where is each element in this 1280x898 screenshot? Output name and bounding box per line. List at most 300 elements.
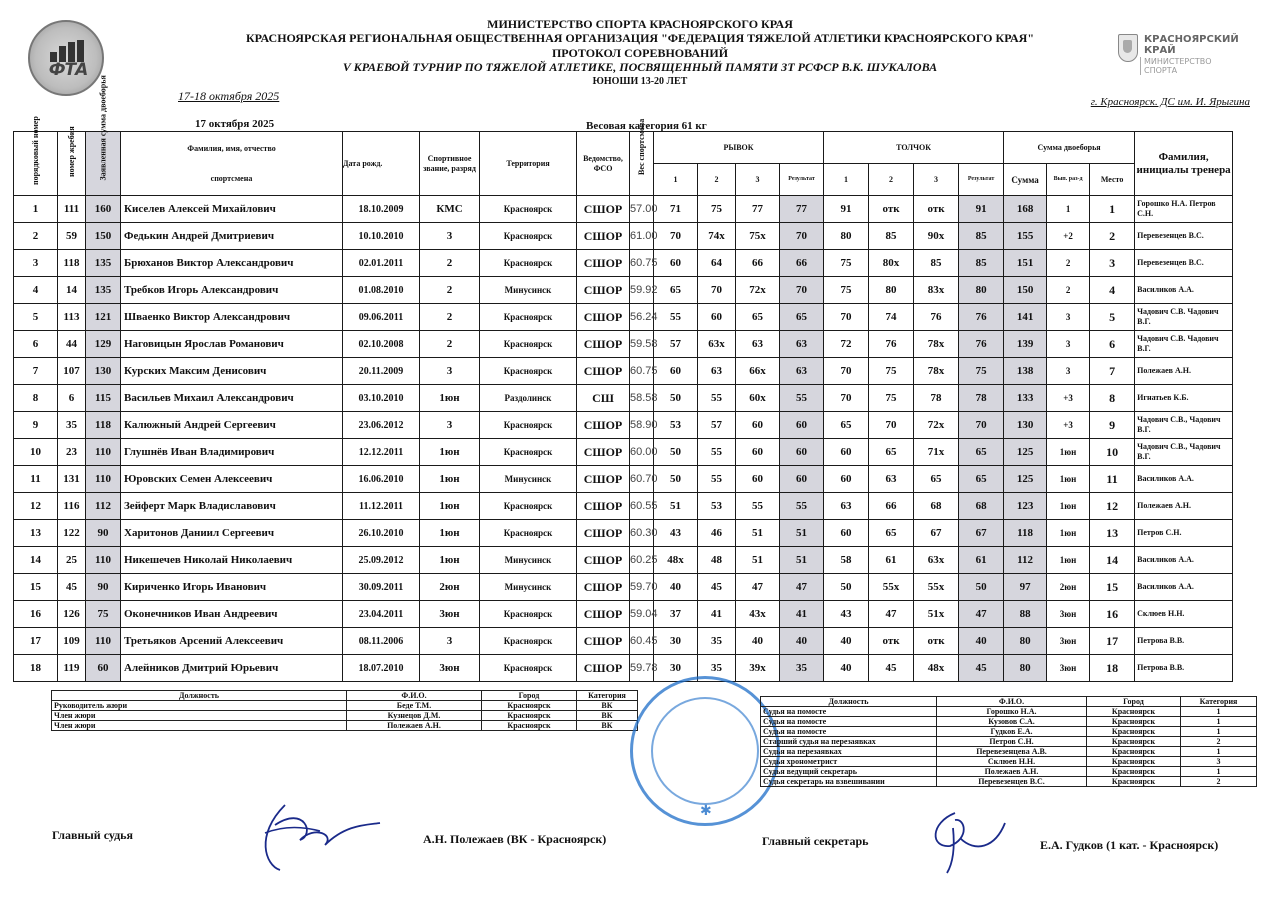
col-total-group: Сумма двоеборья bbox=[1004, 132, 1135, 164]
snatch-attempt-1-cell: 50 bbox=[654, 385, 698, 412]
bodyweight-cell: 60.75 bbox=[630, 358, 654, 385]
cj-attempt-2-cell: 74 bbox=[869, 304, 914, 331]
table-row bbox=[14, 601, 1233, 628]
table-row bbox=[14, 358, 1233, 385]
order-no-cell: 15 bbox=[14, 574, 58, 601]
city-cell: Красноярск bbox=[1087, 727, 1181, 737]
cj-attempt-3-cell: 78х bbox=[914, 331, 959, 358]
declared-total-cell: 110 bbox=[86, 439, 121, 466]
fso-cell: СШОР bbox=[577, 223, 630, 250]
place-cell: 5 bbox=[1090, 304, 1135, 331]
table-row bbox=[761, 707, 1257, 717]
territory-cell: Красноярск bbox=[480, 601, 577, 628]
category-cell: 1 bbox=[1181, 767, 1257, 777]
city-cell: Красноярск bbox=[1087, 747, 1181, 757]
table-row bbox=[761, 737, 1257, 747]
bodyweight-cell: 60.55 bbox=[630, 493, 654, 520]
snatch-result-cell: 63 bbox=[780, 358, 824, 385]
snatch-attempt-2-cell: 35 bbox=[698, 655, 736, 682]
fio-cell: Кузнецов Д.М. bbox=[347, 711, 482, 721]
table-row bbox=[14, 547, 1233, 574]
table-row bbox=[14, 628, 1233, 655]
ministry-logo-subtitle: МИНИСТЕРСТВО СПОРТА bbox=[1140, 57, 1212, 75]
fso-cell: СШОР bbox=[577, 520, 630, 547]
territory-cell: Минусинск bbox=[480, 547, 577, 574]
snatch-attempt-1-cell: 43 bbox=[654, 520, 698, 547]
declared-total-cell: 121 bbox=[86, 304, 121, 331]
cj-attempt-3-cell: 51х bbox=[914, 601, 959, 628]
snatch-result-cell: 40 bbox=[780, 628, 824, 655]
athlete-name-cell: Киселев Алексей Михайлович bbox=[121, 196, 343, 223]
place-cell: 11 bbox=[1090, 466, 1135, 493]
snatch-attempt-3-cell: 47 bbox=[736, 574, 780, 601]
col-total: Сумма bbox=[1004, 164, 1047, 196]
fso-cell: СШОР bbox=[577, 277, 630, 304]
fso-cell: СШОР bbox=[577, 412, 630, 439]
ministry-logo bbox=[1118, 34, 1258, 84]
city-cell: Красноярск bbox=[1087, 767, 1181, 777]
order-no-cell: 11 bbox=[14, 466, 58, 493]
cj-attempt-3-cell: 85 bbox=[914, 250, 959, 277]
city-cell: Красноярск bbox=[482, 721, 577, 731]
snatch-attempt-3-cell: 75х bbox=[736, 223, 780, 250]
table-row bbox=[14, 520, 1233, 547]
city-cell: Красноярск bbox=[1087, 757, 1181, 767]
col-territory: Территория bbox=[480, 132, 577, 196]
city-cell: Красноярск bbox=[1087, 707, 1181, 717]
sport-rank-cell: 1юн bbox=[420, 547, 480, 574]
athlete-name-cell: Васильев Михаил Александрович bbox=[121, 385, 343, 412]
sport-rank-cell: 2 bbox=[420, 304, 480, 331]
place-cell: 1 bbox=[1090, 196, 1135, 223]
snatch-attempt-3-cell: 60х bbox=[736, 385, 780, 412]
total-cell: 123 bbox=[1004, 493, 1047, 520]
table-row bbox=[761, 757, 1257, 767]
snatch-result-cell: 47 bbox=[780, 574, 824, 601]
snatch-result-cell: 70 bbox=[780, 223, 824, 250]
bodyweight-cell: 59.58 bbox=[630, 331, 654, 358]
place-cell: 18 bbox=[1090, 655, 1135, 682]
declared-total-cell: 60 bbox=[86, 655, 121, 682]
territory-cell: Красноярск bbox=[480, 628, 577, 655]
territory-cell: Красноярск bbox=[480, 655, 577, 682]
table-header-row bbox=[52, 691, 638, 701]
snatch-attempt-2-cell: 55 bbox=[698, 439, 736, 466]
snatch-result-cell: 51 bbox=[780, 547, 824, 574]
snatch-attempt-2-cell: 57 bbox=[698, 412, 736, 439]
bodyweight-cell: 60.00 bbox=[630, 439, 654, 466]
lot-no-cell: 122 bbox=[58, 520, 86, 547]
category-cell: ВК bbox=[577, 711, 638, 721]
category-cell: ВК bbox=[577, 721, 638, 731]
snatch-attempt-2-cell: 55 bbox=[698, 466, 736, 493]
athlete-name-cell: Алейников Дмитрий Юрьевич bbox=[121, 655, 343, 682]
table-row bbox=[761, 777, 1257, 787]
cj-attempt-3-cell: 76 bbox=[914, 304, 959, 331]
cj-attempt-2-cell: 75 bbox=[869, 358, 914, 385]
lot-no-cell: 118 bbox=[58, 250, 86, 277]
star-icon: ✱ bbox=[700, 804, 712, 819]
order-no-cell: 10 bbox=[14, 439, 58, 466]
sport-rank-cell: 1юн bbox=[420, 439, 480, 466]
cj-attempt-3-cell: 55х bbox=[914, 574, 959, 601]
cj-result-cell: 65 bbox=[959, 466, 1004, 493]
lot-no-cell: 119 bbox=[58, 655, 86, 682]
snatch-attempt-3-cell: 60 bbox=[736, 439, 780, 466]
order-no-cell: 14 bbox=[14, 547, 58, 574]
col-achieved-rank: Вып. раз-д bbox=[1047, 164, 1090, 196]
order-no-cell: 6 bbox=[14, 331, 58, 358]
order-no-cell: 9 bbox=[14, 412, 58, 439]
col-snatch: РЫВОК bbox=[654, 132, 824, 164]
col-athlete-name: Фамилия, имя, отчество спортсмена bbox=[121, 132, 343, 196]
birth-date-cell: 20.11.2009 bbox=[343, 358, 420, 385]
cj-attempt-1-cell: 72 bbox=[824, 331, 869, 358]
col-snatch-3: 3 bbox=[736, 164, 780, 196]
achieved-rank-cell: +3 bbox=[1047, 385, 1090, 412]
total-cell: 150 bbox=[1004, 277, 1047, 304]
fso-cell: СШОР bbox=[577, 304, 630, 331]
coach-cell: Петрова В.В. bbox=[1135, 655, 1233, 682]
bodyweight-cell: 59.04 bbox=[630, 601, 654, 628]
coach-cell: Чадович С.В., Чадович В.Г. bbox=[1135, 439, 1233, 466]
achieved-rank-cell: 3юн bbox=[1047, 655, 1090, 682]
chief-secretary-signature bbox=[925, 808, 1015, 878]
lot-no-cell: 107 bbox=[58, 358, 86, 385]
athlete-name-cell: Глушнёв Иван Владимирович bbox=[121, 439, 343, 466]
bodyweight-cell: 57.00 bbox=[630, 196, 654, 223]
achieved-rank-cell: 2юн bbox=[1047, 574, 1090, 601]
order-no-cell: 2 bbox=[14, 223, 58, 250]
birth-date-cell: 25.09.2012 bbox=[343, 547, 420, 574]
cj-result-cell: 47 bbox=[959, 601, 1004, 628]
cj-attempt-2-cell: 70 bbox=[869, 412, 914, 439]
place-cell: 2 bbox=[1090, 223, 1135, 250]
sport-rank-cell: 3 bbox=[420, 223, 480, 250]
achieved-rank-cell: 3юн bbox=[1047, 628, 1090, 655]
sport-rank-cell: 3юн bbox=[420, 655, 480, 682]
cj-attempt-1-cell: 40 bbox=[824, 655, 869, 682]
lot-no-cell: 23 bbox=[58, 439, 86, 466]
snatch-attempt-1-cell: 53 bbox=[654, 412, 698, 439]
header-cell: Категория bbox=[1181, 697, 1257, 707]
birth-date-cell: 18.10.2009 bbox=[343, 196, 420, 223]
cj-attempt-2-cell: 75 bbox=[869, 385, 914, 412]
position-cell: Судья на помосте bbox=[761, 707, 937, 717]
position-cell: Судья на помосте bbox=[761, 717, 937, 727]
achieved-rank-cell: 1юн bbox=[1047, 547, 1090, 574]
cj-attempt-1-cell: 65 bbox=[824, 412, 869, 439]
birth-date-cell: 23.06.2012 bbox=[343, 412, 420, 439]
cj-attempt-2-cell: 65 bbox=[869, 520, 914, 547]
city-cell: Красноярск bbox=[482, 711, 577, 721]
snatch-attempt-1-cell: 70 bbox=[654, 223, 698, 250]
cj-attempt-1-cell: 80 bbox=[824, 223, 869, 250]
bodyweight-cell: 58.58 bbox=[630, 385, 654, 412]
order-no-cell: 12 bbox=[14, 493, 58, 520]
fio-cell: Перевезенцев В.С. bbox=[937, 777, 1087, 787]
table-row bbox=[14, 574, 1233, 601]
place-cell: 17 bbox=[1090, 628, 1135, 655]
lot-no-cell: 111 bbox=[58, 196, 86, 223]
territory-cell: Красноярск bbox=[480, 412, 577, 439]
cj-attempt-1-cell: 75 bbox=[824, 277, 869, 304]
snatch-attempt-1-cell: 30 bbox=[654, 655, 698, 682]
fio-cell: Гудков Е.А. bbox=[937, 727, 1087, 737]
coach-cell: Петров С.Н. bbox=[1135, 520, 1233, 547]
cj-result-cell: 85 bbox=[959, 250, 1004, 277]
header-cell: Ф.И.О. bbox=[347, 691, 482, 701]
total-cell: 97 bbox=[1004, 574, 1047, 601]
table-row bbox=[14, 466, 1233, 493]
declared-total-cell: 90 bbox=[86, 520, 121, 547]
fso-cell: СШОР bbox=[577, 439, 630, 466]
lot-no-cell: 131 bbox=[58, 466, 86, 493]
table-row bbox=[761, 767, 1257, 777]
city-cell: Красноярск bbox=[482, 701, 577, 711]
table-row bbox=[14, 412, 1233, 439]
snatch-attempt-2-cell: 63х bbox=[698, 331, 736, 358]
total-cell: 80 bbox=[1004, 655, 1047, 682]
order-no-cell: 13 bbox=[14, 520, 58, 547]
table-row bbox=[14, 223, 1233, 250]
date-range: 17-18 октября 2025 bbox=[178, 89, 280, 103]
snatch-result-cell: 55 bbox=[780, 385, 824, 412]
col-dob: Дата рожд. bbox=[343, 132, 420, 196]
fso-cell: СШОР bbox=[577, 331, 630, 358]
col-cj-1: 1 bbox=[824, 164, 869, 196]
cj-result-cell: 78 bbox=[959, 385, 1004, 412]
header-protocol: ПРОТОКОЛ СОРЕВНОВАНИЙ bbox=[551, 46, 729, 60]
snatch-result-cell: 60 bbox=[780, 439, 824, 466]
header-cell: Должность bbox=[52, 691, 347, 701]
birth-date-cell: 18.07.2010 bbox=[343, 655, 420, 682]
table-row bbox=[761, 727, 1257, 737]
snatch-attempt-3-cell: 60 bbox=[736, 412, 780, 439]
athlete-name-cell: Юровских Семен Алексеевич bbox=[121, 466, 343, 493]
snatch-attempt-3-cell: 39х bbox=[736, 655, 780, 682]
table-header-row bbox=[761, 697, 1257, 707]
col-place: Место bbox=[1090, 164, 1135, 196]
snatch-attempt-2-cell: 48 bbox=[698, 547, 736, 574]
snatch-attempt-1-cell: 65 bbox=[654, 277, 698, 304]
athlete-name-cell: Харитонов Даниил Сергеевич bbox=[121, 520, 343, 547]
athlete-name-cell: Федькин Андрей Дмитриевич bbox=[121, 223, 343, 250]
fso-cell: СШОР bbox=[577, 196, 630, 223]
sport-rank-cell: 2юн bbox=[420, 574, 480, 601]
table-row bbox=[52, 701, 638, 711]
achieved-rank-cell: 3 bbox=[1047, 358, 1090, 385]
coach-cell: Петрова В.В. bbox=[1135, 628, 1233, 655]
fio-cell: Полежаев А.Н. bbox=[347, 721, 482, 731]
birth-date-cell: 02.01.2011 bbox=[343, 250, 420, 277]
place-cell: 9 bbox=[1090, 412, 1135, 439]
order-no-cell: 7 bbox=[14, 358, 58, 385]
snatch-attempt-3-cell: 40 bbox=[736, 628, 780, 655]
total-cell: 112 bbox=[1004, 547, 1047, 574]
coach-cell: Перевезенцев В.С. bbox=[1135, 223, 1233, 250]
bodyweight-cell: 60.75 bbox=[630, 250, 654, 277]
sport-rank-cell: 3 bbox=[420, 628, 480, 655]
total-cell: 139 bbox=[1004, 331, 1047, 358]
snatch-result-cell: 70 bbox=[780, 277, 824, 304]
cj-attempt-2-cell: 63 bbox=[869, 466, 914, 493]
cj-attempt-3-cell: 71х bbox=[914, 439, 959, 466]
achieved-rank-cell: 3 bbox=[1047, 304, 1090, 331]
chief-secretary-name: Е.А. Гудков (1 кат. - Красноярск) bbox=[1040, 838, 1219, 852]
coach-cell: Перевезенцев В.С. bbox=[1135, 250, 1233, 277]
table-row bbox=[52, 711, 638, 721]
col-snatch-1: 1 bbox=[654, 164, 698, 196]
bodyweight-cell: 59.70 bbox=[630, 574, 654, 601]
position-cell: Член жюри bbox=[52, 721, 347, 731]
position-cell: Член жюри bbox=[52, 711, 347, 721]
declared-total-cell: 110 bbox=[86, 547, 121, 574]
total-cell: 168 bbox=[1004, 196, 1047, 223]
place-cell: 6 bbox=[1090, 331, 1135, 358]
declared-total-cell: 90 bbox=[86, 574, 121, 601]
coach-cell: Чадович С.В., Чадович В.Г. bbox=[1135, 412, 1233, 439]
snatch-result-cell: 77 bbox=[780, 196, 824, 223]
snatch-attempt-2-cell: 70 bbox=[698, 277, 736, 304]
cj-attempt-2-cell: 80х bbox=[869, 250, 914, 277]
cj-attempt-3-cell: 68 bbox=[914, 493, 959, 520]
fso-cell: СШ bbox=[577, 385, 630, 412]
table-row bbox=[14, 493, 1233, 520]
lot-no-cell: 25 bbox=[58, 547, 86, 574]
fso-cell: СШОР bbox=[577, 655, 630, 682]
fio-cell: Петров С.Н. bbox=[937, 737, 1087, 747]
achieved-rank-cell: 1юн bbox=[1047, 520, 1090, 547]
snatch-attempt-2-cell: 46 bbox=[698, 520, 736, 547]
cj-result-cell: 91 bbox=[959, 196, 1004, 223]
snatch-attempt-1-cell: 71 bbox=[654, 196, 698, 223]
lot-no-cell: 14 bbox=[58, 277, 86, 304]
lot-no-cell: 59 bbox=[58, 223, 86, 250]
athlete-name-cell: Третьяков Арсений Алексеевич bbox=[121, 628, 343, 655]
coat-of-arms-icon bbox=[1118, 34, 1138, 62]
place-cell: 12 bbox=[1090, 493, 1135, 520]
snatch-attempt-3-cell: 63 bbox=[736, 331, 780, 358]
declared-total-cell: 160 bbox=[86, 196, 121, 223]
category-cell: ВК bbox=[577, 701, 638, 711]
achieved-rank-cell: 2 bbox=[1047, 250, 1090, 277]
order-no-cell: 17 bbox=[14, 628, 58, 655]
fio-cell: Горошко Н.А. bbox=[937, 707, 1087, 717]
achieved-rank-cell: 1юн bbox=[1047, 493, 1090, 520]
territory-cell: Красноярск bbox=[480, 493, 577, 520]
competition-day: 17 октября 2025 bbox=[195, 118, 275, 130]
table-row bbox=[761, 717, 1257, 727]
bodyweight-cell: 58.90 bbox=[630, 412, 654, 439]
col-cj-2: 2 bbox=[869, 164, 914, 196]
snatch-result-cell: 35 bbox=[780, 655, 824, 682]
place-cell: 7 bbox=[1090, 358, 1135, 385]
city-cell: Красноярск bbox=[1087, 737, 1181, 747]
snatch-attempt-2-cell: 55 bbox=[698, 385, 736, 412]
order-no-cell: 3 bbox=[14, 250, 58, 277]
coach-cell: Полежаев А.Н. bbox=[1135, 493, 1233, 520]
achieved-rank-cell: 1 bbox=[1047, 196, 1090, 223]
birth-date-cell: 11.12.2011 bbox=[343, 493, 420, 520]
sport-rank-cell: 1юн bbox=[420, 466, 480, 493]
snatch-result-cell: 63 bbox=[780, 331, 824, 358]
cj-attempt-3-cell: 72х bbox=[914, 412, 959, 439]
cj-attempt-1-cell: 60 bbox=[824, 439, 869, 466]
cj-attempt-1-cell: 75 bbox=[824, 250, 869, 277]
birth-date-cell: 16.06.2010 bbox=[343, 466, 420, 493]
birth-date-cell: 08.11.2006 bbox=[343, 628, 420, 655]
place-cell: 4 bbox=[1090, 277, 1135, 304]
lot-no-cell: 113 bbox=[58, 304, 86, 331]
coach-cell: Горошко Н.А. Петров С.Н. bbox=[1135, 196, 1233, 223]
snatch-attempt-3-cell: 66х bbox=[736, 358, 780, 385]
order-no-cell: 1 bbox=[14, 196, 58, 223]
athlete-name-cell: Оконечников Иван Андреевич bbox=[121, 601, 343, 628]
coach-cell: Василиков А.А. bbox=[1135, 277, 1233, 304]
total-cell: 125 bbox=[1004, 466, 1047, 493]
athlete-name-cell: Брюханов Виктор Александрович bbox=[121, 250, 343, 277]
achieved-rank-cell: 3 bbox=[1047, 331, 1090, 358]
header-ministry: МИНИСТЕРСТВО СПОРТА КРАСНОЯРСКОГО КРАЯ bbox=[487, 17, 793, 31]
category-cell: 2 bbox=[1181, 777, 1257, 787]
position-cell: Судья на перезаявках bbox=[761, 747, 937, 757]
col-snatch-2: 2 bbox=[698, 164, 736, 196]
snatch-attempt-3-cell: 51 bbox=[736, 547, 780, 574]
snatch-attempt-1-cell: 57 bbox=[654, 331, 698, 358]
birth-date-cell: 09.06.2011 bbox=[343, 304, 420, 331]
cj-result-cell: 61 bbox=[959, 547, 1004, 574]
cj-attempt-3-cell: 48х bbox=[914, 655, 959, 682]
snatch-attempt-1-cell: 60 bbox=[654, 250, 698, 277]
total-cell: 151 bbox=[1004, 250, 1047, 277]
coach-cell: Чадович С.В. Чадович В.Г. bbox=[1135, 331, 1233, 358]
bodyweight-cell: 60.70 bbox=[630, 466, 654, 493]
snatch-attempt-2-cell: 45 bbox=[698, 574, 736, 601]
achieved-rank-cell: +3 bbox=[1047, 412, 1090, 439]
category-cell: 2 bbox=[1181, 737, 1257, 747]
declared-total-cell: 112 bbox=[86, 493, 121, 520]
cj-attempt-3-cell: отк bbox=[914, 196, 959, 223]
coach-cell: Игнатьев К.Б. bbox=[1135, 385, 1233, 412]
lot-no-cell: 45 bbox=[58, 574, 86, 601]
athlete-name-cell: Зейферт Марк Владиславович bbox=[121, 493, 343, 520]
city-cell: Красноярск bbox=[1087, 717, 1181, 727]
organization-stamp bbox=[630, 676, 780, 826]
total-cell: 130 bbox=[1004, 412, 1047, 439]
position-cell: Судья ведущий секретарь bbox=[761, 767, 937, 777]
snatch-attempt-1-cell: 60 bbox=[654, 358, 698, 385]
athlete-name-cell: Кириченко Игорь Иванович bbox=[121, 574, 343, 601]
table-row bbox=[761, 747, 1257, 757]
cj-attempt-1-cell: 70 bbox=[824, 358, 869, 385]
cj-attempt-1-cell: 40 bbox=[824, 628, 869, 655]
sport-rank-cell: 3 bbox=[420, 412, 480, 439]
birth-date-cell: 12.12.2011 bbox=[343, 439, 420, 466]
athlete-name-cell: Калюжный Андрей Сергеевич bbox=[121, 412, 343, 439]
birth-date-cell: 03.10.2010 bbox=[343, 385, 420, 412]
fso-cell: СШОР bbox=[577, 574, 630, 601]
territory-cell: Минусинск bbox=[480, 466, 577, 493]
header-cell: Должность bbox=[761, 697, 937, 707]
cj-attempt-3-cell: 78 bbox=[914, 385, 959, 412]
coach-cell: Чадович С.В. Чадович В.Г. bbox=[1135, 304, 1233, 331]
fso-cell: СШОР bbox=[577, 628, 630, 655]
fio-cell: Кузовов С.А. bbox=[937, 717, 1087, 727]
snatch-attempt-3-cell: 77 bbox=[736, 196, 780, 223]
table-row bbox=[14, 250, 1233, 277]
ministry-logo-title: КРАСНОЯРСКИЙ КРАЙ bbox=[1144, 34, 1239, 56]
